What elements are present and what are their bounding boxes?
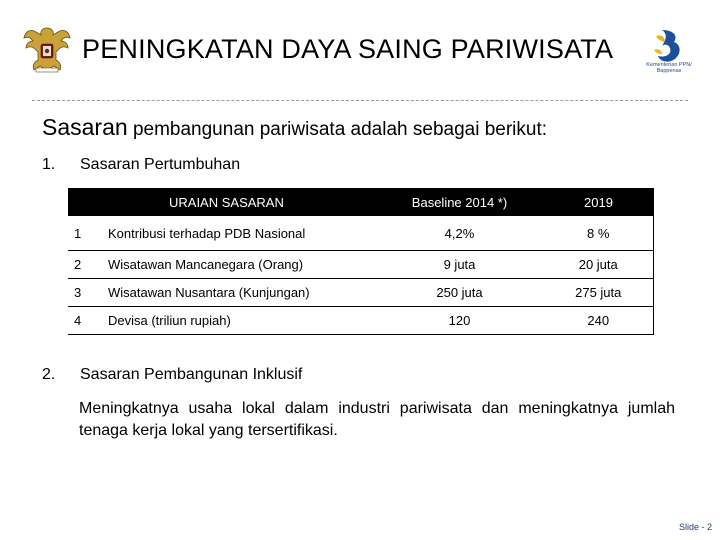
table-row <box>68 279 654 307</box>
header-baseline: Baseline 2014 *) <box>376 188 544 216</box>
garuda-emblem-icon <box>22 22 72 74</box>
intro-lead: Sasaran <box>42 114 128 140</box>
section-2-heading <box>42 366 302 384</box>
row-baseline: 9 juta <box>376 251 544 279</box>
row-description: Wisatawan Mancanegara (Orang) <box>104 251 376 279</box>
slide-number: Slide - 2 <box>678 522 712 532</box>
row-number: 1 <box>68 216 104 251</box>
row-target: 240 <box>544 307 654 335</box>
row-description: Wisatawan Nusantara (Kunjungan) <box>104 279 376 307</box>
header-divider <box>32 100 688 101</box>
section-2-text: Meningkatnya usaha lokal dalam industri pariwisata dan meningkatnya jumlah tenaga kerja lokal yang tersertifikasi. <box>79 400 675 439</box>
row-baseline: 250 juta <box>376 279 544 307</box>
section-1-number: 1. <box>42 156 56 173</box>
section-2-title: Sasaran Pembangunan Inklusif <box>80 366 303 383</box>
intro-text <box>42 114 547 141</box>
header-description: URAIAN SASARAN <box>68 188 376 216</box>
row-baseline: 120 <box>376 307 544 335</box>
intro-rest: pembangunan pariwisata adalah sebagai berikut: <box>127 119 548 140</box>
header-target: 2019 <box>544 188 654 216</box>
table-row <box>68 307 654 335</box>
table-header-row <box>68 188 654 216</box>
section-2-number: 2. <box>42 366 56 383</box>
row-description: Devisa (triliun rupiah) <box>104 307 376 335</box>
row-number: 4 <box>68 307 104 335</box>
row-number: 3 <box>68 279 104 307</box>
section-1-heading <box>42 156 240 174</box>
row-target: 275 juta <box>544 279 654 307</box>
table-row <box>68 251 654 279</box>
page-title: PENINGKATAN DAYA SAING PARIWISATA <box>82 34 614 64</box>
targets-table <box>68 188 654 335</box>
section-1-title: Sasaran Pertumbuhan <box>80 156 241 173</box>
row-description: Kontribusi terhadap PDB Nasional <box>104 216 376 251</box>
table-row <box>68 216 654 251</box>
row-target: 8 % <box>544 216 654 251</box>
row-target: 20 juta <box>544 251 654 279</box>
row-baseline: 4,2% <box>376 216 544 251</box>
logo-caption: Kementerian PPN/ Bappenas <box>646 62 692 74</box>
row-number: 2 <box>68 251 104 279</box>
